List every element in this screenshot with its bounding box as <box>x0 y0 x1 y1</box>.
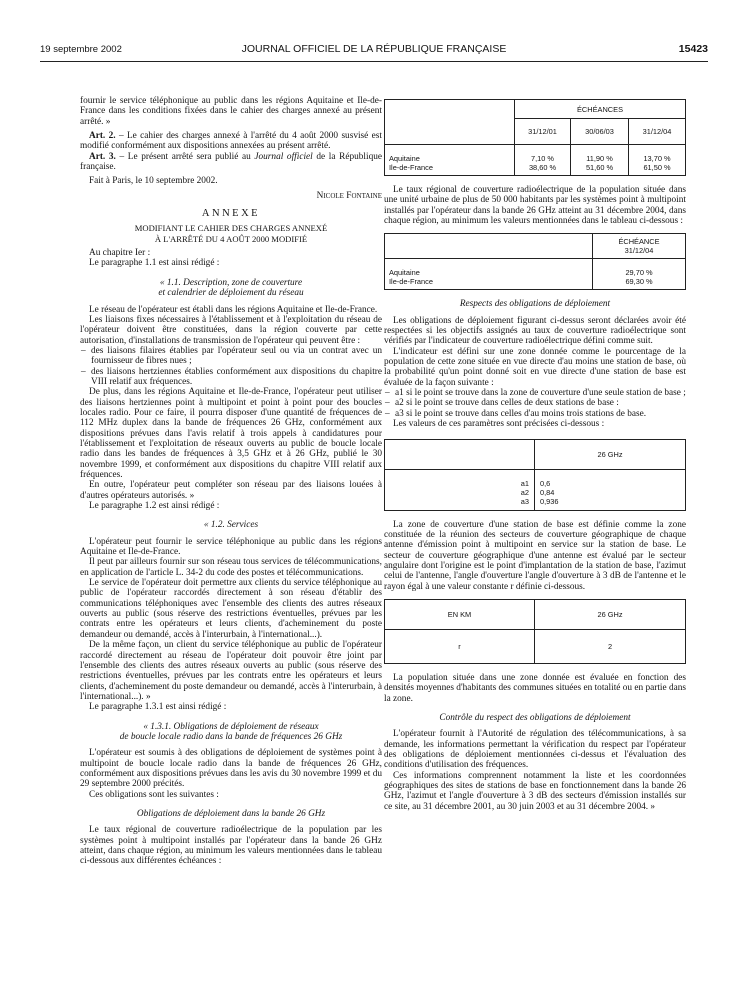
annexe-subtitle-line: À L'ARRÊTÉ DU 4 AOÛT 2000 MODIFIÉ <box>154 233 308 244</box>
paragraph: Le paragraphe 1.1 est ainsi rédigé : <box>89 258 220 269</box>
table-header: EN KM <box>385 600 535 629</box>
table-header-line: 31/12/04 <box>624 246 654 256</box>
table-column-header: 31/12/01 <box>515 119 571 144</box>
section-heading-obligations: Obligations de déploiement dans la bande 26 GHz <box>136 808 326 819</box>
paragraph: Le service de l'opérateur doit permettre aux clients du service téléphonique au public de l'opérateur raccordés directement à son réseau d'établir des communications téléphoniques avec l'ensemble des clients des autres réseaux ouverts au public (sous réserve des restrictions éventuelles, prévues par les contrats entre les opérateurs et leurs clients, d'acheminement du poste demandeur ou demandé, accès à l'interurbain, à l'international...). <box>80 578 382 640</box>
paragraph: Ces obligations sont les suivantes : <box>89 789 219 800</box>
table-column-header: 31/12/04 <box>642 127 672 136</box>
article-label: Art. 2. <box>89 131 116 142</box>
table-header: 26 GHz <box>597 609 623 619</box>
section-heading-1-1 <box>80 278 382 299</box>
paragraph: L'indicateur est défini sur une zone donnée comme le pourcentage de la population de cette zone située en vue directe d'au moins une station de base, où la probabilité qu'un point donné soit en vue directe d'une station de base est évaluée de la façon suivante : <box>384 346 686 388</box>
paragraph: Le réseau de l'opérateur est établi dans les régions Aquitaine et Ile-de-France. <box>89 304 378 315</box>
dash-item: – a3 si le point se trouve dans celles d'au moins trois stations de base. <box>384 409 686 419</box>
paragraph: Les obligations de déploiement figurant ci-dessus seront déclarées avoir été respectées si les objectifs assignés au taux de couverture radioélectrique sont vérifiés par l'indicateur de couverture radioélectrique défini comme suit. <box>384 315 686 347</box>
table-cell: 69,30 % <box>625 277 653 287</box>
table-cell: 29,70 % <box>625 268 653 278</box>
paragraph: De plus, dans les régions Aquitaine et Ile-de-France, l'opérateur peut utiliser des liaisons hertziennes point à multipoint et point à point pour des boucles locales radio. Pour ce faire, il pourra disposer d'une quantité de fréquences de 112 MHz duplex dans la bande de fréquences 26 GHz, conformément aux dispositions prévues dans l'avis relatif à trois appels à candidatures pour l'établissement et l'exploitation de réseaux ouverts au public de boucle locale radio dans les bandes de fréquences à 3,5 GHz et à 26 GHz, publié le 30 novembre 1999, et conformément aux dispositions du chapitre VIII relatif aux fréquences. <box>80 387 382 480</box>
table-cell: 2 <box>607 641 613 651</box>
table-cell: 7,10 % <box>530 154 554 163</box>
table-header-line: ÉCHÉANCE <box>618 237 660 247</box>
table-cell: 11,90 % <box>586 154 613 163</box>
fait-a-paris: Fait à Paris, le 10 septembre 2002. <box>89 176 218 187</box>
signature: Nicole Fontaine <box>316 190 382 201</box>
paragraph: Il peut par ailleurs fournir sur son réseau tous services de télécommunications, en application de l'article L. 34-2 du code des postes et télécommunications. <box>80 557 382 578</box>
table-header <box>593 234 685 258</box>
annexe-subtitle-line: MODIFIANT LE CAHIER DES CHARGES ANNEXÉ <box>134 223 328 234</box>
paragraph: Les valeurs de ces paramètres sont précisées ci-dessous : <box>393 419 605 430</box>
section-heading-line: de boucle locale radio dans la bande de fréquences 26 GHz <box>119 731 343 742</box>
annexe-subtitle <box>80 223 382 244</box>
dash-item: – a2 si le point se trouve dans celles de deux stations de base : <box>384 398 686 408</box>
row-label: Ile-de-France <box>389 277 433 287</box>
section-heading-1-3-1 <box>80 722 382 743</box>
paragraph: Les liaisons fixes nécessaires à l'établissement et à l'exploitation du réseau de l'opérateur doivent être constituées, dans la région couverte par cette autorisation, d'installations de transmission de l'opérateur qui peuvent être : <box>80 314 382 346</box>
journal-title: JOURNAL OFFICIEL DE LA RÉPUBLIQUE FRANÇAISE <box>241 43 507 55</box>
article-label: Art. 3. <box>89 151 116 162</box>
dash-item: – a1 si le point se trouve dans la zone de couverture d'une seule station de base ; <box>384 388 686 398</box>
row-label: Ile-de-France <box>389 163 433 172</box>
paragraph: Ces informations comprennent notamment la liste et les coordonnées géographiques des sites de stations de base en fonctionnement dans la bande 26 GHz, l'azimut et l'angle d'ouverture à 3 dB des secteurs d'émission installés sur ce site, au 31 décembre 2001, au 30 juin 2003 et au 31 décembre 2004. » <box>384 770 686 812</box>
table-row <box>385 470 685 510</box>
paragraph: L'opérateur fournit à l'Autorité de régulation des télécommunications, à sa demande, les informations permettant la vérification du respect par l'opérateur des obligations de déploiement mentionnées ci-dessus et l'évaluation des conditions d'utilisation des fréquences. <box>384 729 686 771</box>
section-heading-line: « 1.3.1. Obligations de déploiement de réseaux <box>143 721 319 732</box>
table-echeances <box>384 99 686 176</box>
section-heading-controle: Contrôle du respect des obligations de déploiement <box>439 712 631 723</box>
row-label: a3 <box>520 496 529 506</box>
table-row <box>385 145 685 175</box>
section-heading-line: et calendrier de déploiement du réseau <box>158 288 304 299</box>
section-heading-line: « 1.1. Description, zone de couverture <box>159 277 303 288</box>
page-header <box>40 44 708 58</box>
left-column <box>80 96 382 867</box>
paragraph: Le paragraphe 1.2 est ainsi rédigé : <box>89 501 220 512</box>
annexe-title: ANNEXE <box>201 208 261 220</box>
table-row-labels <box>385 145 515 175</box>
table-radius <box>384 599 686 664</box>
table-column-header: 30/06/03 <box>571 119 629 144</box>
paragraph: La population située dans une zone donnée est évaluée en fonction des densités moyennes d'habitants des communes situées en totalité ou en partie dans la zone. <box>384 672 686 704</box>
row-label: Aquitaine <box>389 268 420 278</box>
row-label: r <box>385 630 535 663</box>
table-cell: 51,60 % <box>585 163 614 172</box>
header-date: 19 septembre 2002 <box>40 44 122 55</box>
row-label: a2 <box>520 487 529 497</box>
table-parameters <box>384 439 686 511</box>
article-text: – Le présent arrêté sera publié au <box>115 151 255 162</box>
section-heading-1-2: « 1.2. Services <box>203 520 259 531</box>
section-heading-respect: Respects des obligations de déploiement <box>459 299 611 310</box>
paragraph: En outre, l'opérateur peut compléter son réseau par des liaisons louées à d'autres opérateurs autorisés. » <box>80 480 382 501</box>
table-row <box>385 259 685 289</box>
paragraph: De la même façon, un client du service téléphonique au public de l'opérateur raccordé directement au réseau de l'opérateur doit pouvoir être joint par l'ensemble des clients des autres réseaux ouverts au public (sous réserve des restrictions éventuelles, prévues par les contrats entre les opérateurs et leurs clients, d'acheminement du poste demandeur ou demandé, accès à l'interurbain, à l'international...). » <box>80 640 382 702</box>
table-cell: 0,84 <box>540 487 555 497</box>
paragraph: fournir le service téléphonique au public dans les régions Aquitaine et Ile-de-France dans les conditions fixées dans le cahier des charges annexé au présent arrêté. » <box>80 96 382 127</box>
row-label: a1 <box>520 478 529 488</box>
paragraph: Le taux régional de couverture radioélectrique de la population par les systèmes point à multipoint installés par l'opérateur dans la bande 26 GHz atteint, dans chaque région, au minimum les valeurs mentionnées dans le tableau ci-dessous aux différentes échéances : <box>80 825 382 867</box>
table-cell: 38,60 % <box>528 163 557 172</box>
journal-officiel-ref: Journal officiel <box>254 151 313 162</box>
paragraph: Le taux régional de couverture radioélectrique de la population située dans une unité urbaine de plus de 50 000 habitants par les systèmes point à multipoint installés par l'opérateur dans la bande 26 GHz atteint au 31 décembre 2004, dans chaque région, au minimum les valeurs mentionnées dans le tableau ci-dessous : <box>384 185 686 227</box>
table-cell: 0,6 <box>540 478 551 488</box>
table-cell: 13,70 % <box>643 154 671 163</box>
article-text: de la République française. <box>80 151 382 173</box>
dash-item: – des liaisons hertziennes établies conformément aux dispositions du chapitre VIII relatif aux fréquences. <box>80 367 382 388</box>
article-text: – Le cahier des charges annexé à l'arrêté du 4 août 2000 susvisé est modifié conformément aux dispositions annexées au présent arrêté. <box>80 131 382 152</box>
paragraph: L'opérateur peut fournir le service téléphonique au public dans les régions Aquitaine et Ile-de-France. <box>80 536 382 558</box>
article-3 <box>80 152 382 173</box>
paragraph: L'opérateur est soumis à des obligations de déploiement de systèmes point à multipoint de boucle locale radio dans la bande de fréquences 26 GHz, conformément aux dispositions prévues dans les avis du 30 novembre 1999 et du 29 septembre 2000 précités. <box>80 748 382 790</box>
paragraph: La zone de couverture d'une station de base est définie comme la zone constituée de la réunion des secteurs de couverture géographique de chaque antenne d'émission point à multipoint en service sur la station de base. Le secteur de couverture géographique d'une antenne est évalué par le secteur angulaire dont l'origine est le point d'implantation de la station de base, l'azimut celui de l'antenne, l'angle d'ouverture l'angle d'ouverture à 3 dB de l'antenne et le rayon égal à une valeur constante r définie ci-dessous. <box>384 519 686 592</box>
table-row <box>385 630 685 663</box>
table-header: ÉCHÉANCES <box>515 100 685 119</box>
table-cell: 61,50 % <box>643 163 671 172</box>
header-rule <box>40 61 708 62</box>
dash-item: – des liaisons filaires établies par l'opérateur seul ou via un contrat avec un fournisseur de fibres nues ; <box>80 346 382 367</box>
right-column <box>384 96 686 812</box>
article-2 <box>80 131 382 152</box>
table-echeance-2004 <box>384 233 686 290</box>
row-label: Aquitaine <box>389 154 420 163</box>
table-cell: 0,936 <box>540 496 559 506</box>
chapter-heading: Au chapitre Ier : <box>89 248 151 259</box>
paragraph: Le paragraphe 1.3.1 est ainsi rédigé : <box>89 702 227 713</box>
page-number: 15423 <box>678 43 708 55</box>
table-header: 26 GHz <box>597 449 623 459</box>
